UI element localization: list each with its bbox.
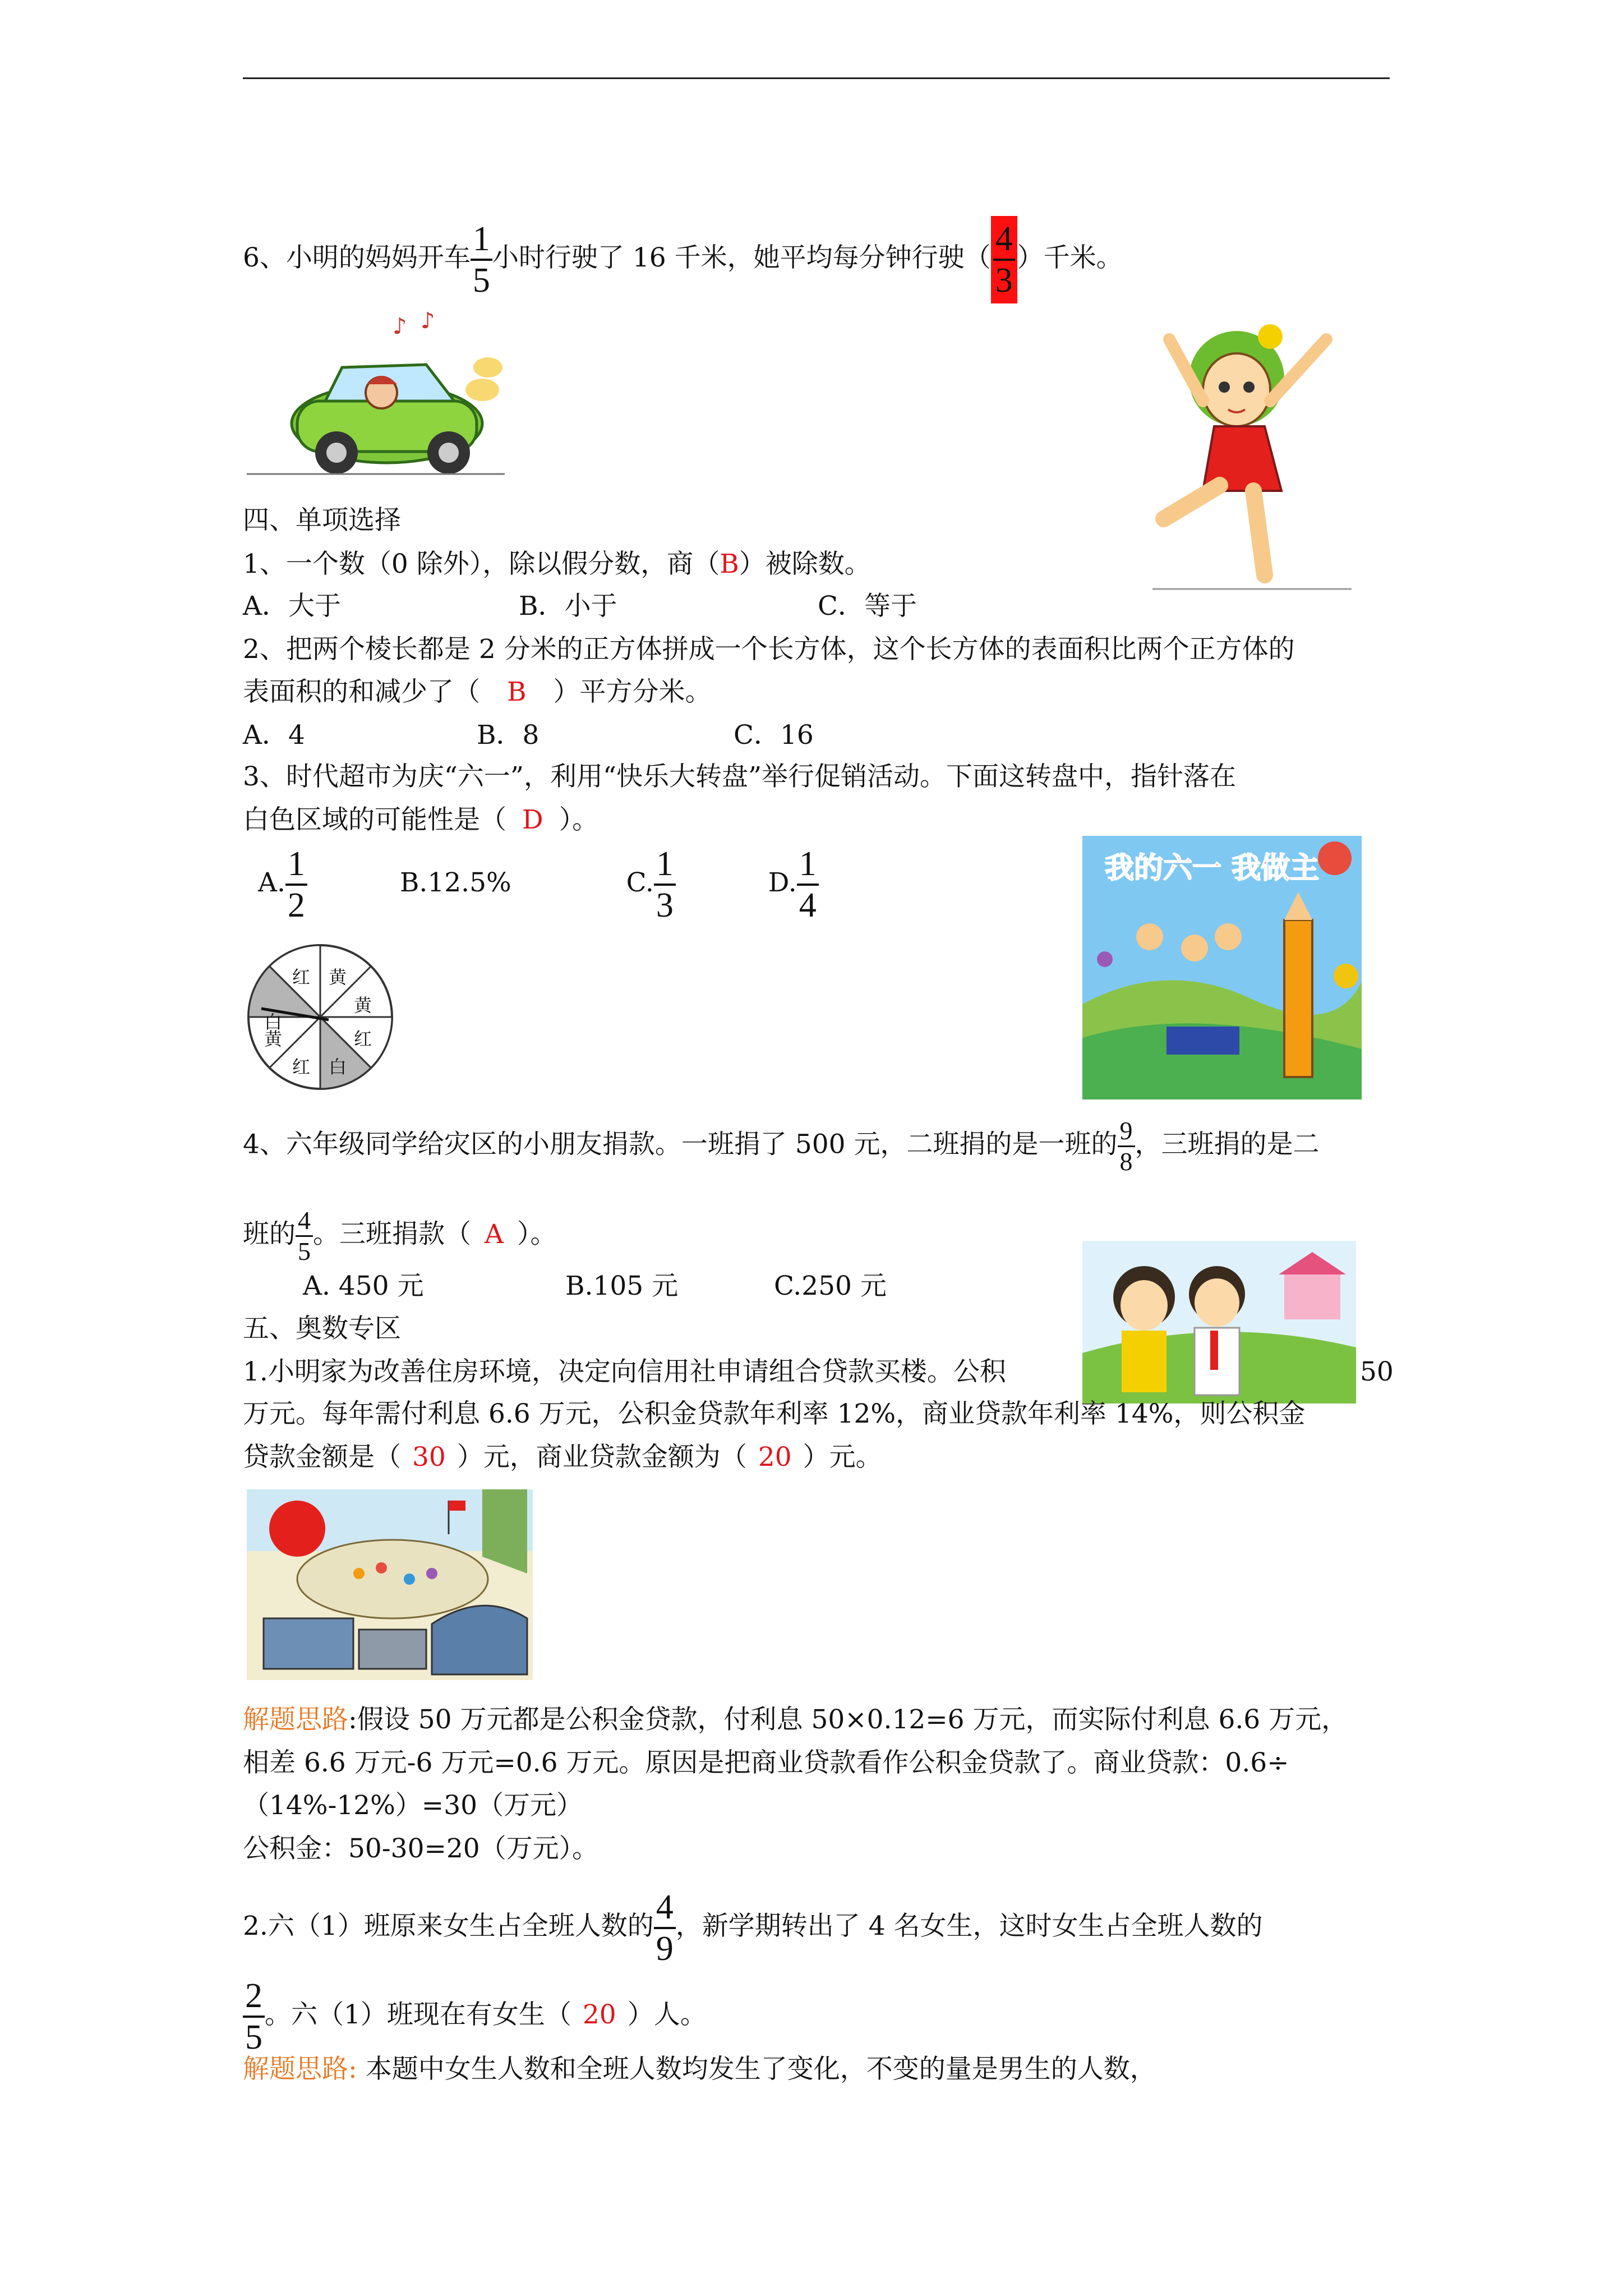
playground-drawing (247, 1489, 533, 1680)
svg-text:♪: ♪ (421, 308, 435, 334)
s5-sol2-line1: 解题思路: 本题中女生人数和全班人数均发生了变化，不变的量是男生的人数， (243, 2054, 1156, 2085)
q4-option-b: B.105 元 (565, 1271, 679, 1301)
fraction-1-4: $\frac{1}{4}$ (797, 844, 819, 925)
spinner-label: 红 (292, 1056, 311, 1078)
spinner-wheel (245, 941, 396, 1093)
s4-q1: 1、一个数（0 除外），除以假分数，商（B）被除数。 (243, 549, 871, 579)
q1-option-c: C．等于 (818, 591, 917, 622)
header-rule (243, 77, 1390, 79)
solution-label: 解题思路: (243, 2054, 357, 2085)
q4-option-a: A. 450 元 (303, 1271, 424, 1301)
spinner-label: 黄 (264, 1028, 283, 1050)
s4-q4-line1: 4、六年级同学给灾区的小朋友捐款。一班捐了 500 元，二班捐的是一班的 $\frac{9}{8}$ ，三班捐的是二 (243, 1116, 1320, 1176)
fraction-2-5: $\frac{2}{5}$ (243, 1976, 265, 2057)
s5-sol1-line2: 相差 6.6 万元-6 万元=0.6 万元。原因是把商业贷款看作公积金贷款了。商业贷款：0.6÷ (243, 1747, 1289, 1778)
q4-answer: A (485, 1218, 504, 1250)
p2-answer: 20 (582, 1999, 616, 2030)
fraction-1-5: $\frac{1}{5}$ (471, 219, 492, 300)
q4-option-c: C.250 元 (774, 1271, 887, 1301)
p1-answer-2: 20 (758, 1442, 792, 1473)
fraction-9-8: $\frac{9}{8}$ (1118, 1116, 1135, 1176)
section5-title: 五、奥数专区 (243, 1313, 401, 1344)
poster-title: 我的六一 我做主 (1105, 852, 1320, 885)
svg-text:♪: ♪ (393, 314, 407, 339)
q1-option-b: B．小于 (519, 591, 617, 622)
fraction-1-2: $\frac{1}{2}$ (285, 844, 307, 925)
solution-label: 解题思路 (243, 1704, 348, 1735)
s5-p1-line2: 万元。每年需付利息 6.6 万元，公积金贷款年利率 12%，商业贷款年利率 14%，则公积金 (243, 1398, 1306, 1429)
s5-p2-line1: 2.六（1）班原来女生占全班人数的 $\frac{4}{9}$ ，新学期转出了 4 名女生，这时女生占全班人数的 (243, 1888, 1263, 1968)
fraction-4-5: $\frac{4}{5}$ (296, 1206, 313, 1266)
fraction-4-9: $\frac{4}{9}$ (654, 1888, 676, 1968)
s5-p2-line2: $\frac{2}{5}$ 。六（1）班现在有女生（ 20 ）人。 (243, 1976, 707, 2057)
q1-answer: B (720, 549, 739, 579)
kids-illustration (1082, 1241, 1356, 1404)
s4-q2-line2: 表面积的和减少了（ B ）平方分米。 (243, 677, 712, 707)
q2-option-a: A．4 (243, 720, 305, 751)
s4-q3-line1: 3、时代超市为庆“六一”，利用“快乐大转盘”举行促销活动。下面这转盘中，指针落在 (243, 761, 1237, 792)
dancing-girl-illustration (1152, 306, 1352, 592)
childrens-day-poster (1082, 836, 1362, 1099)
answer-fraction-4-3: $\frac{4}{3}$ (991, 216, 1017, 303)
q3-answer: D (522, 804, 543, 835)
spinner-label: 白 (264, 1011, 283, 1033)
p1-answer-1: 30 (412, 1442, 446, 1473)
s5-sol1-line4: 公积金：50-30=20（万元）。 (243, 1833, 599, 1864)
s5-p1-line1: 1.小明家为改善住房环境，决定向信用社申请组合贷款买楼。公积 (243, 1356, 1006, 1387)
q2-option-c: C．16 (734, 720, 814, 751)
fraction-1-3: $\frac{1}{3}$ (654, 844, 676, 925)
s5-p1-line1-tail: 50 (1360, 1356, 1394, 1387)
spinner-label: 黄 (329, 967, 347, 988)
q2-answer: B (507, 677, 527, 707)
s5-p1-line3: 贷款金额是（ 30 ）元，商业贷款金额为（ 20 ）元。 (243, 1442, 882, 1473)
spinner-label: 红 (354, 1028, 372, 1050)
s4-q3-line2: 白色区域的可能性是（ D ）。 (243, 804, 599, 835)
s4-q4-line2: 班的 $\frac{4}{5}$ 。三班捐款（ A ）。 (243, 1206, 557, 1266)
section4-title: 四、单项选择 (243, 505, 401, 536)
spinner-label: 白 (329, 1056, 347, 1078)
spinner-label: 黄 (354, 995, 372, 1016)
s5-sol1-line1: 解题思路:假设 50 万元都是公积金贷款，付利息 50×0.12=6 万元，而实际付利息 6.6 万元， (243, 1704, 1348, 1735)
car-illustration (247, 306, 505, 480)
q3-options: A. $\frac{1}{2}$ B.12.5% C. $\frac{1}{3}$ D. $\frac{1}{4}$ (258, 844, 819, 925)
s4-q2-line1: 2、把两个棱长都是 2 分米的正方体拼成一个长方体，这个长方体的表面积比两个正方体的 (243, 634, 1295, 665)
spinner-label: 红 (292, 967, 311, 988)
q2-option-b: B．8 (477, 720, 540, 751)
q6-line: 6、小明的妈妈开车 $\frac{1}{5}$ 小时行驶了 16 千米，她平均每分钟行驶（ $\frac{4}{3}$ ）千米。 (243, 216, 1123, 303)
s5-sol1-line3: （14%-12%）=30（万元） (243, 1790, 583, 1821)
q1-option-a: A．大于 (243, 591, 341, 622)
